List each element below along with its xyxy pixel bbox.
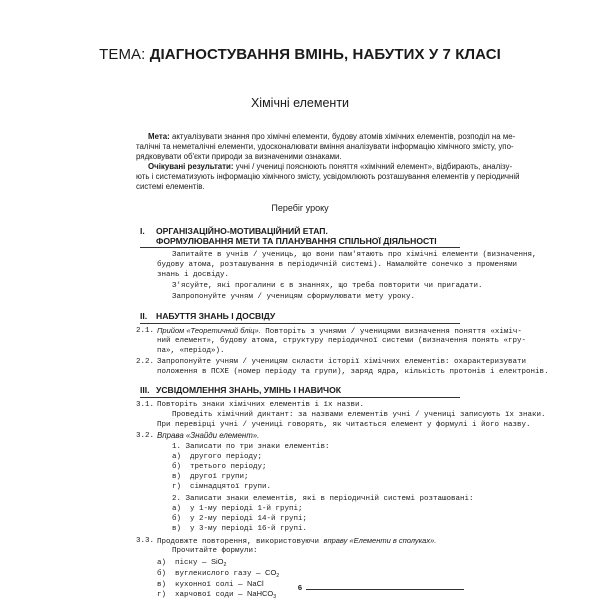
s3-2-number: 3.2. [136, 432, 155, 440]
s1-line-4: З'ясуйте, які прогалини є в знаннях, що треба повторити чи пригадати. [172, 282, 483, 290]
results-label: Очікувані результати: [148, 162, 234, 171]
s1-line-3: знань і досвіду. [157, 271, 230, 279]
goal-line-2: талічні та неметалічні елементи, удосконалювати вміння аналізувати інформацію хімічного змісту, упо- [136, 142, 514, 151]
formula-row-d: г) харчової соди — NaHCO$_3$ [157, 589, 277, 600]
section-1-number: I. [140, 226, 145, 236]
section-1-title-2: ФОРМУЛЮВАННЯ МЕТИ ТА ПЛАНУВАННЯ СПІЛЬНОЇ ДІЯЛЬНОСТІ [156, 236, 437, 246]
s3-2-task-1-item-d: г) сімнадцятої групи. [172, 483, 272, 491]
s3-1-number: 3.1. [136, 401, 155, 409]
s3-2-task-2-item-b: б) у 2-му періоді 14-й групі; [172, 515, 308, 523]
formula-d: NaHCO [247, 589, 274, 598]
formula-row-b: б) вуглекислого газу — $CO_2$ [157, 568, 280, 579]
formula-a: SiO [211, 557, 224, 566]
section-3-title: УСВІДОМЛЕННЯ ЗНАНЬ, УМІНЬ І НАВИЧОК [156, 385, 342, 395]
goal-line-3: рядковувати об'єкти природи за визначеними ознаками. [136, 152, 342, 161]
s2-1-lead: Прийом «Теоретичний бліц». [157, 326, 261, 335]
page-topic [0, 46, 600, 63]
s2-2-line-2: положення в ПСХЕ (номер періоду та групи), заряд ядра, кількість протонів і електронів. [157, 368, 549, 376]
s1-line-1: Запитайте в учнів / учениць, що вони пам'ятають про хімічні елементи (визначення, [172, 251, 537, 259]
formula-b: CO [265, 568, 277, 577]
page-number: 6 [297, 583, 303, 592]
s3-2-task-1: 1. Записати по три знаки елементів: [172, 443, 330, 451]
topic-title: ДІАГНОСТУВАННЯ ВМІНЬ, НАБУТИХ У 7 КЛАСІ [149, 46, 501, 63]
s3-2-task-1-item-b: б) третього періоду; [172, 463, 267, 471]
s3-2-task-2-item-c: в) у 3-му періоді 16-й групі. [172, 525, 308, 533]
s3-1-line-1: Повторіть знаки хімічних елементів і їх назви. [157, 401, 365, 409]
s2-2-line-1: Запропонуйте учням / ученицям скласти історії хімічних елементів: охарактеризувати [157, 358, 527, 366]
s1-line-5: Запропонуйте учням / ученицям сформулювати мету уроку. [172, 293, 416, 301]
s3-3-number: 3.3. [136, 537, 155, 545]
goal-line-1: Мета: актуалізувати знання про хімічні елементи, будову атомів хімічних елементів, розподіл на ме- [148, 132, 516, 141]
results-line-3: системі елементів. [136, 182, 205, 191]
s3-3-exercise: вправу «Елементи в сполуках». [323, 536, 437, 545]
results-line-2: ють і систематизують інформацію хімічного змісту, усвідомлюють розташування елементів у періодичній [136, 172, 520, 181]
s2-1-line-2: ний елемент», будову атома, структуру періодичної системи (визначення понять «гру- [157, 337, 527, 345]
results-line-1: Очікувані результати: учні / учениці пояснюють поняття «хімічний елемент», відбирають, аналізу- [148, 162, 513, 171]
s3-3-sub: Прочитайте формули: [172, 547, 258, 555]
lesson-heading: Хімічні елементи [250, 96, 350, 110]
formula-row-c: в) кухонної солі — NaCl [157, 579, 264, 589]
s3-1-line-2: Проведіть хімічний диктант: за назвами елементів учні / учениці записують їх знаки. [172, 411, 546, 419]
s2-1-line-3: па», «період»). [157, 347, 225, 355]
s2-1-line-1: Прийом «Теоретичний бліц». Повторіть з учнями / ученицями визначення поняття «хіміч- [157, 326, 522, 336]
goal-label: Мета: [148, 132, 170, 141]
s2-2-number: 2.2. [136, 358, 155, 366]
s3-1-line-3: При перевірці учні / учениці говорять, як читається елемент у формулі і його назву. [157, 421, 531, 429]
formula-row-a: а) піску — SiO$_2$ [157, 557, 227, 568]
lesson-course-heading: Перебіг уроку [271, 203, 329, 213]
s1-line-2: будову атома, розташування в періодичній системі). Намалюйте сонечко з променями [157, 261, 518, 269]
topic-label: ТЕМА: [99, 46, 146, 63]
section-1-title-1: ОРГАНІЗАЦІЙНО-МОТИВАЦІЙНИЙ ЕТАП. [156, 226, 328, 236]
section-3-number: III. [140, 385, 150, 395]
s3-2-task-1-item-a: а) другого періоду; [172, 453, 263, 461]
s3-2-task-2: 2. Записати знаки елементів, які в періодичній системі розташовані: [172, 495, 474, 503]
s2-1-number: 2.1. [136, 327, 155, 335]
s3-3-line-1: Продовжте повторення, використовуючи вправу «Елементи в сполуках». [157, 536, 437, 546]
s3-2-task-2-item-a: а) у 1-му періоді 1-й групі; [172, 505, 303, 513]
s3-2-task-1-item-c: в) другої групи; [172, 473, 249, 481]
section-2-number: II. [140, 311, 148, 321]
formula-c: NaCl [247, 579, 264, 588]
section-2-title: НАБУТТЯ ЗНАНЬ І ДОСВІДУ [156, 311, 276, 321]
s3-2-lead: Вправа «Знайди елемент». [157, 431, 260, 440]
